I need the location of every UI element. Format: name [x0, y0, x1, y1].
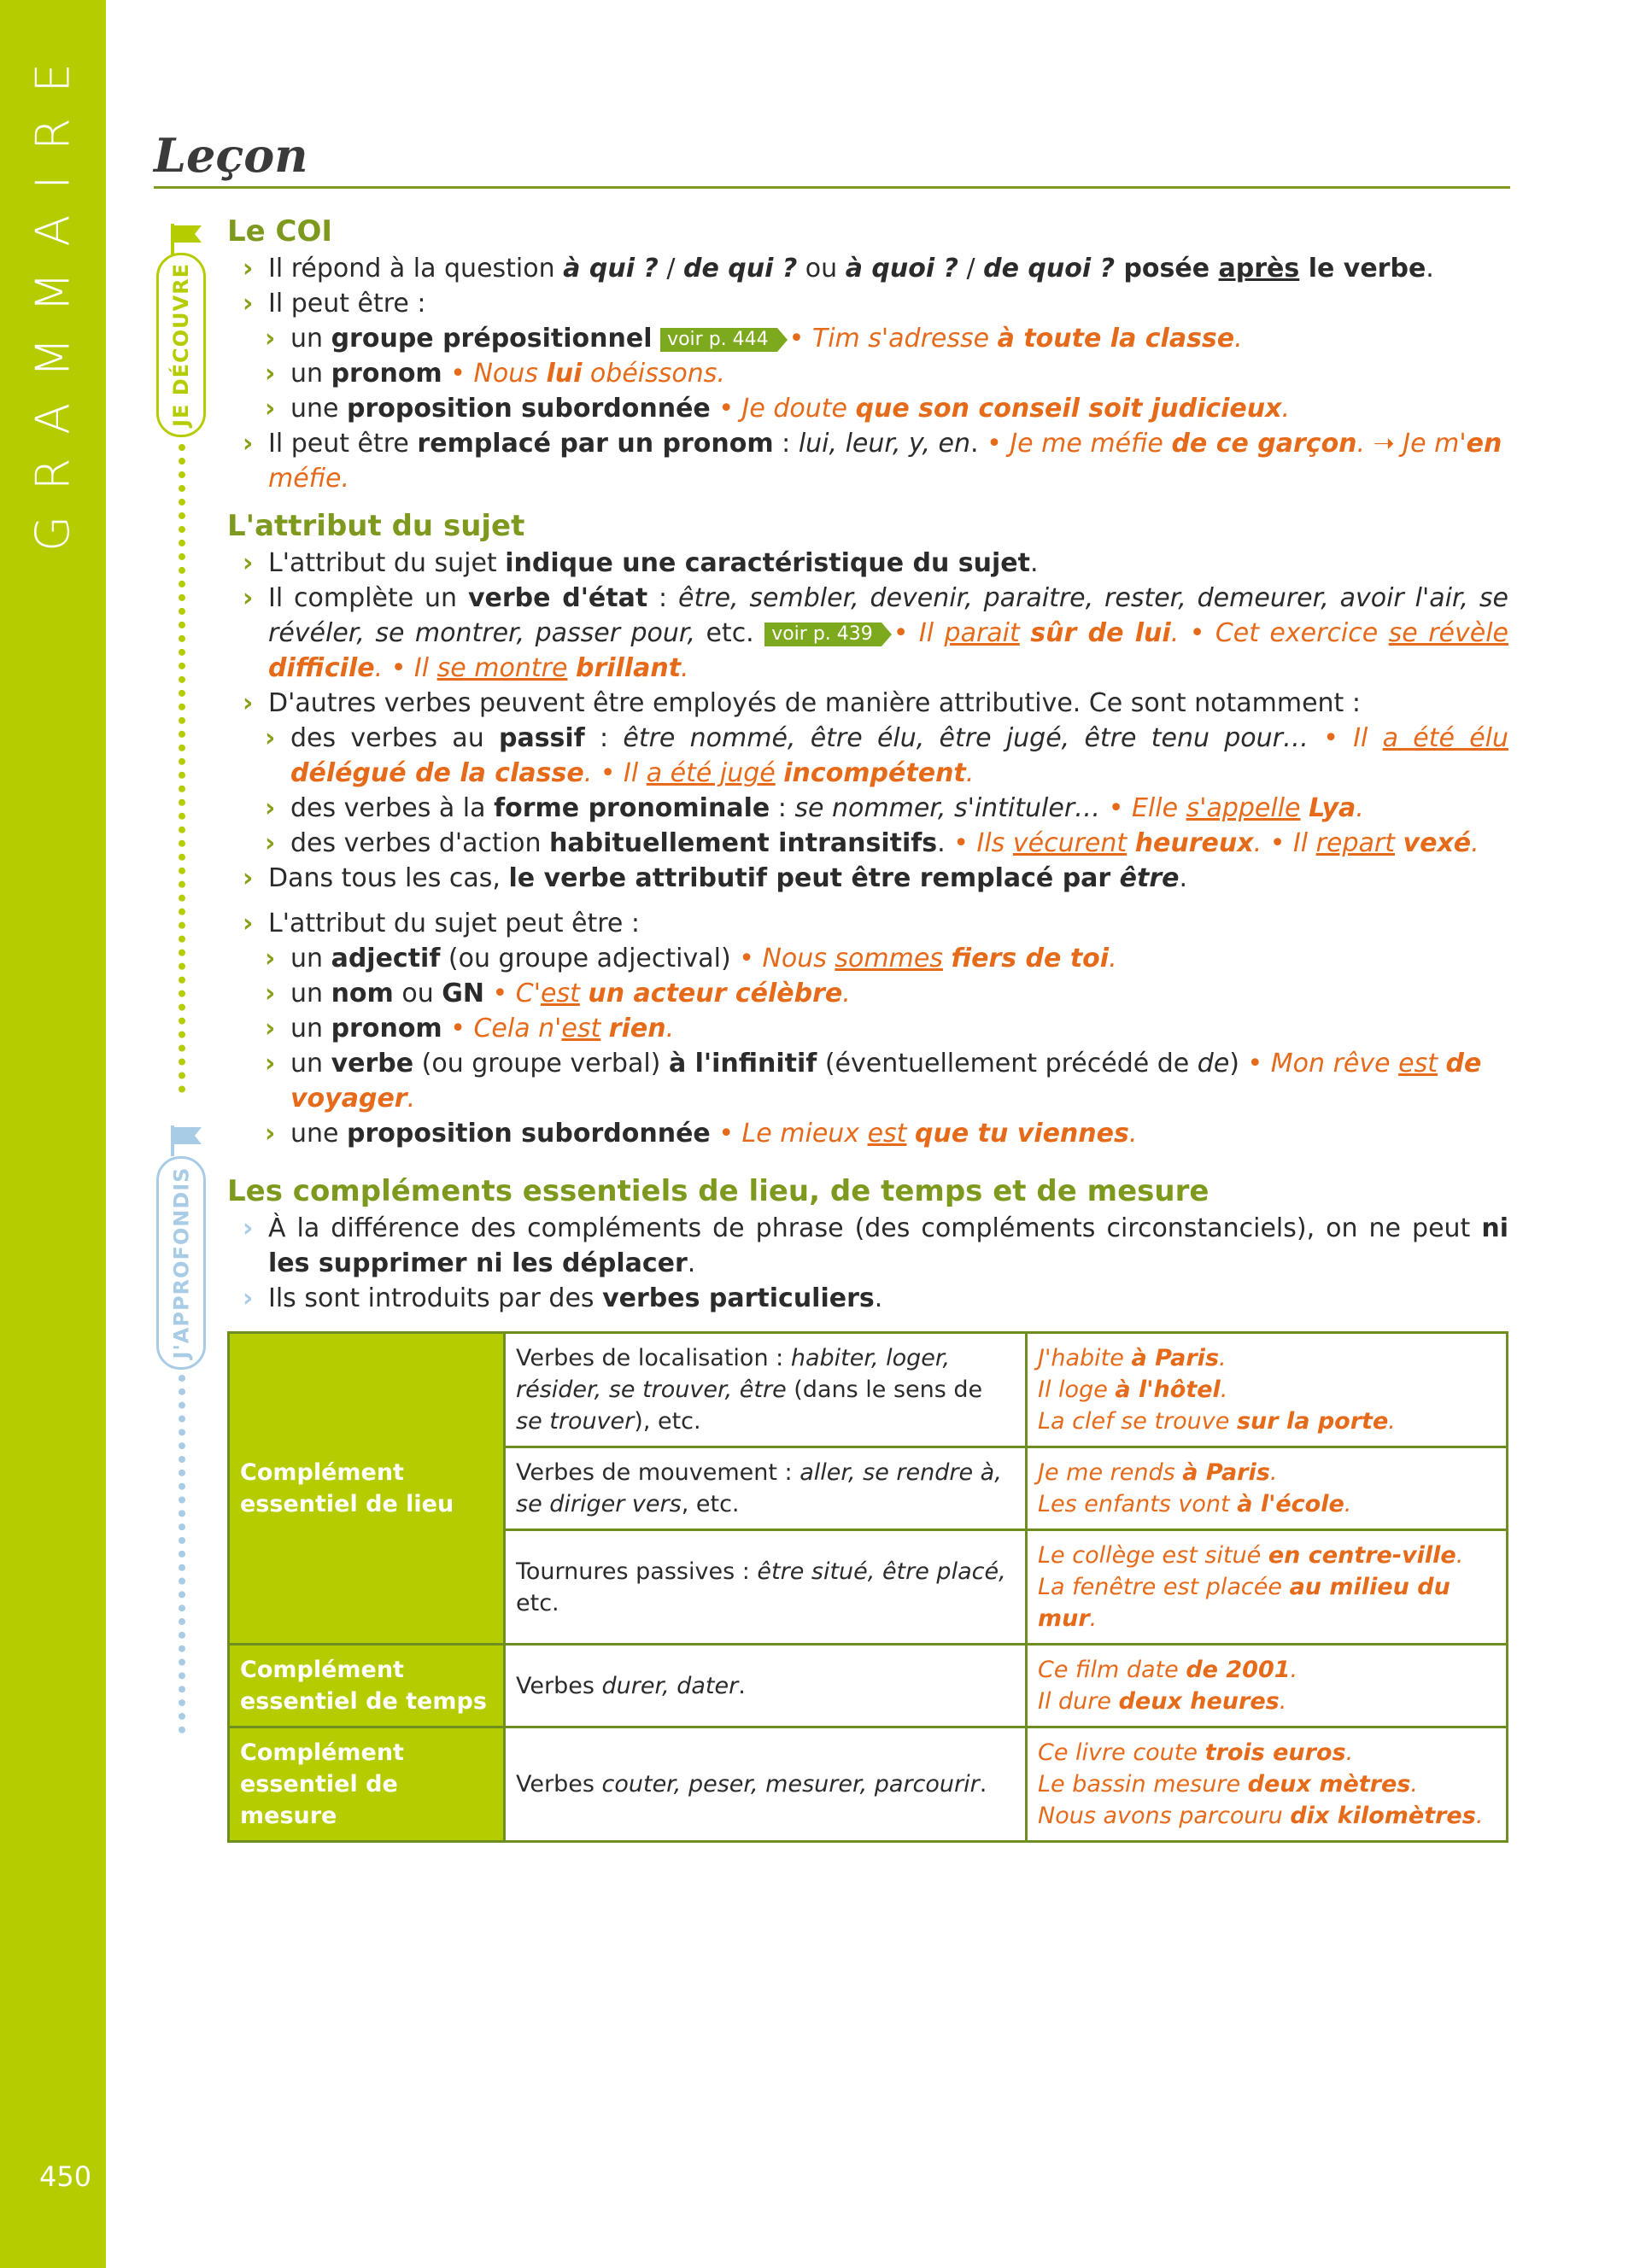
row-label-mesure: Complément essentiel de mesure — [229, 1727, 505, 1842]
list-item: › une proposition subordonnée • Le mieux est que tu viennes. — [227, 1116, 1508, 1151]
row-label-lieu: Complément essentiel de lieu — [229, 1333, 505, 1645]
list-item: › Dans tous les cas, le verbe attributif peut être remplacé par être. — [227, 861, 1508, 896]
chevron-right-icon: › — [265, 324, 276, 354]
chevron-right-icon: › — [243, 1213, 254, 1243]
flag-icon — [167, 224, 205, 254]
lesson-content — [227, 212, 1508, 1843]
list-item: › un groupe prépositionnel voir p. 444 • Tim s'adresse à toute la classe. — [227, 321, 1508, 356]
list-item: › des verbes au passif : être nommé, être élu, être jugé, être tenu pour… • Il a été élu délégué de la classe. • Il a été jugé incompétent. — [227, 721, 1508, 791]
list-item: › L'attribut du sujet peut être : — [227, 906, 1508, 941]
list-item: › À la différence des compléments de phrase (des compléments circonstanciels), on ne peut ni les supprimer ni les déplacer. — [227, 1211, 1508, 1281]
table-cell-example: Ce livre coute trois euros. Le bassin mesure deux mètres. Nous avons parcouru dix kilomètres. — [1027, 1727, 1508, 1842]
page-title: Leçon — [154, 128, 308, 183]
section-title-vertical: GRAMMAIRE — [26, 38, 80, 552]
list-item: › un pronom • Cela n'est rien. — [227, 1011, 1508, 1046]
page-reference-tag[interactable]: voir p. 444 — [660, 328, 777, 352]
table-cell-example: Je me rends à Paris. Les enfants vont à l'école. — [1027, 1447, 1508, 1530]
chevron-right-icon: › — [265, 793, 276, 823]
table-cell: Verbes de localisation : habiter, loger, résider, se trouver, être (dans le sens de se trouver), etc. — [505, 1333, 1027, 1447]
heading-complements: Les compléments essentiels de lieu, de temps et de mesure — [227, 1174, 1210, 1208]
table-cell-example: Le collège est situé en centre-ville. La fenêtre est placée au milieu du mur. — [1027, 1530, 1508, 1645]
dotted-divider — [179, 1375, 185, 1733]
chevron-right-icon: › — [265, 944, 276, 973]
table-cell-example: Ce film date de 2001. Il dure deux heures. — [1027, 1645, 1508, 1727]
title-rule — [154, 186, 1510, 189]
chevron-right-icon: › — [265, 828, 276, 858]
list-item: › L'attribut du sujet indique une caractéristique du sujet. — [227, 546, 1508, 581]
badge-j-approfondis — [156, 1156, 206, 1370]
list-item: › Il répond à la question à qui ? / de qui ? ou à quoi ? / de quoi ? posée après le verbe. — [227, 251, 1508, 286]
heading-attribut: L'attribut du sujet — [227, 509, 525, 543]
chevron-right-icon: › — [243, 1283, 254, 1313]
table-row — [229, 1333, 1508, 1447]
flag-icon — [167, 1125, 205, 1156]
badge-je-decouvre-label: JE DÉCOUVRE — [169, 263, 194, 427]
chevron-right-icon: › — [243, 429, 254, 459]
chevron-right-icon: › — [265, 394, 276, 424]
chevron-right-icon: › — [265, 1014, 276, 1043]
heading-coi: Le COI — [227, 214, 333, 248]
chevron-right-icon: › — [243, 254, 254, 284]
chevron-right-icon: › — [265, 1119, 276, 1149]
chevron-right-icon: › — [243, 909, 254, 938]
list-item: › D'autres verbes peuvent être employés de manière attributive. Ce sont notamment : — [227, 686, 1508, 721]
page-reference-tag[interactable]: voir p. 439 — [764, 623, 882, 646]
chevron-right-icon: › — [243, 548, 254, 578]
list-item: › un adjectif (ou groupe adjectival) • Nous sommes fiers de toi. — [227, 941, 1508, 976]
row-label-temps: Complément essentiel de temps — [229, 1645, 505, 1727]
list-item: › un verbe (ou groupe verbal) à l'infinitif (éventuellement précédé de de) • Mon rêve est de voyager. — [227, 1046, 1508, 1116]
table-cell-example: J'habite à Paris. Il loge à l'hôtel. La clef se trouve sur la porte. — [1027, 1333, 1508, 1447]
chevron-right-icon: › — [243, 583, 254, 613]
table-cell: Tournures passives : être situé, être placé, etc. — [505, 1530, 1027, 1645]
page-number: 450 — [39, 2160, 92, 2193]
badge-je-decouvre — [156, 253, 206, 437]
complements-table — [227, 1331, 1508, 1843]
table-cell: Verbes durer, dater. — [505, 1645, 1027, 1727]
list-item: › Il peut être : — [227, 286, 1508, 321]
table-cell: Verbes de mouvement : aller, se rendre à, se diriger vers, etc. — [505, 1447, 1027, 1530]
dotted-divider — [179, 444, 185, 1093]
list-item: › un nom ou GN • C'est un acteur célèbre. — [227, 976, 1508, 1011]
list-item: › Il complète un verbe d'état : être, sembler, devenir, paraitre, rester, demeurer, avoir l'air, se révéler, se montrer, passer pour, etc. voir p. 439 • Il parait sûr de lui. • Cet exercice se révèle difficile. • Il se montre brillant. — [227, 581, 1508, 686]
table-row — [229, 1645, 1508, 1727]
list-item: › un pronom • Nous lui obéissons. — [227, 356, 1508, 391]
sidebar — [0, 0, 106, 2268]
chevron-right-icon: › — [265, 979, 276, 1008]
list-item: › Ils sont introduits par des verbes particuliers. — [227, 1281, 1508, 1316]
badge-j-approfondis-label: J'APPROFONDIS — [169, 1166, 193, 1359]
chevron-right-icon: › — [265, 723, 276, 753]
list-item: › une proposition subordonnée • Je doute que son conseil soit judicieux. — [227, 391, 1508, 426]
table-row — [229, 1727, 1508, 1842]
table-cell: Verbes couter, peser, mesurer, parcourir. — [505, 1727, 1027, 1842]
chevron-right-icon: › — [265, 1049, 276, 1078]
chevron-right-icon: › — [243, 289, 254, 319]
chevron-right-icon: › — [243, 863, 254, 893]
chevron-right-icon: › — [265, 359, 276, 389]
chevron-right-icon: › — [243, 688, 254, 718]
list-item: › Il peut être remplacé par un pronom : lui, leur, y, en. • Je me méfie de ce garçon. ➝ Je m'en méfie. — [227, 426, 1508, 496]
list-item: › des verbes à la forme pronominale : se nommer, s'intituler… • Elle s'appelle Lya. — [227, 791, 1508, 826]
list-item: › des verbes d'action habituellement intransitifs. • Ils vécurent heureux. • Il repart vexé. — [227, 826, 1508, 861]
